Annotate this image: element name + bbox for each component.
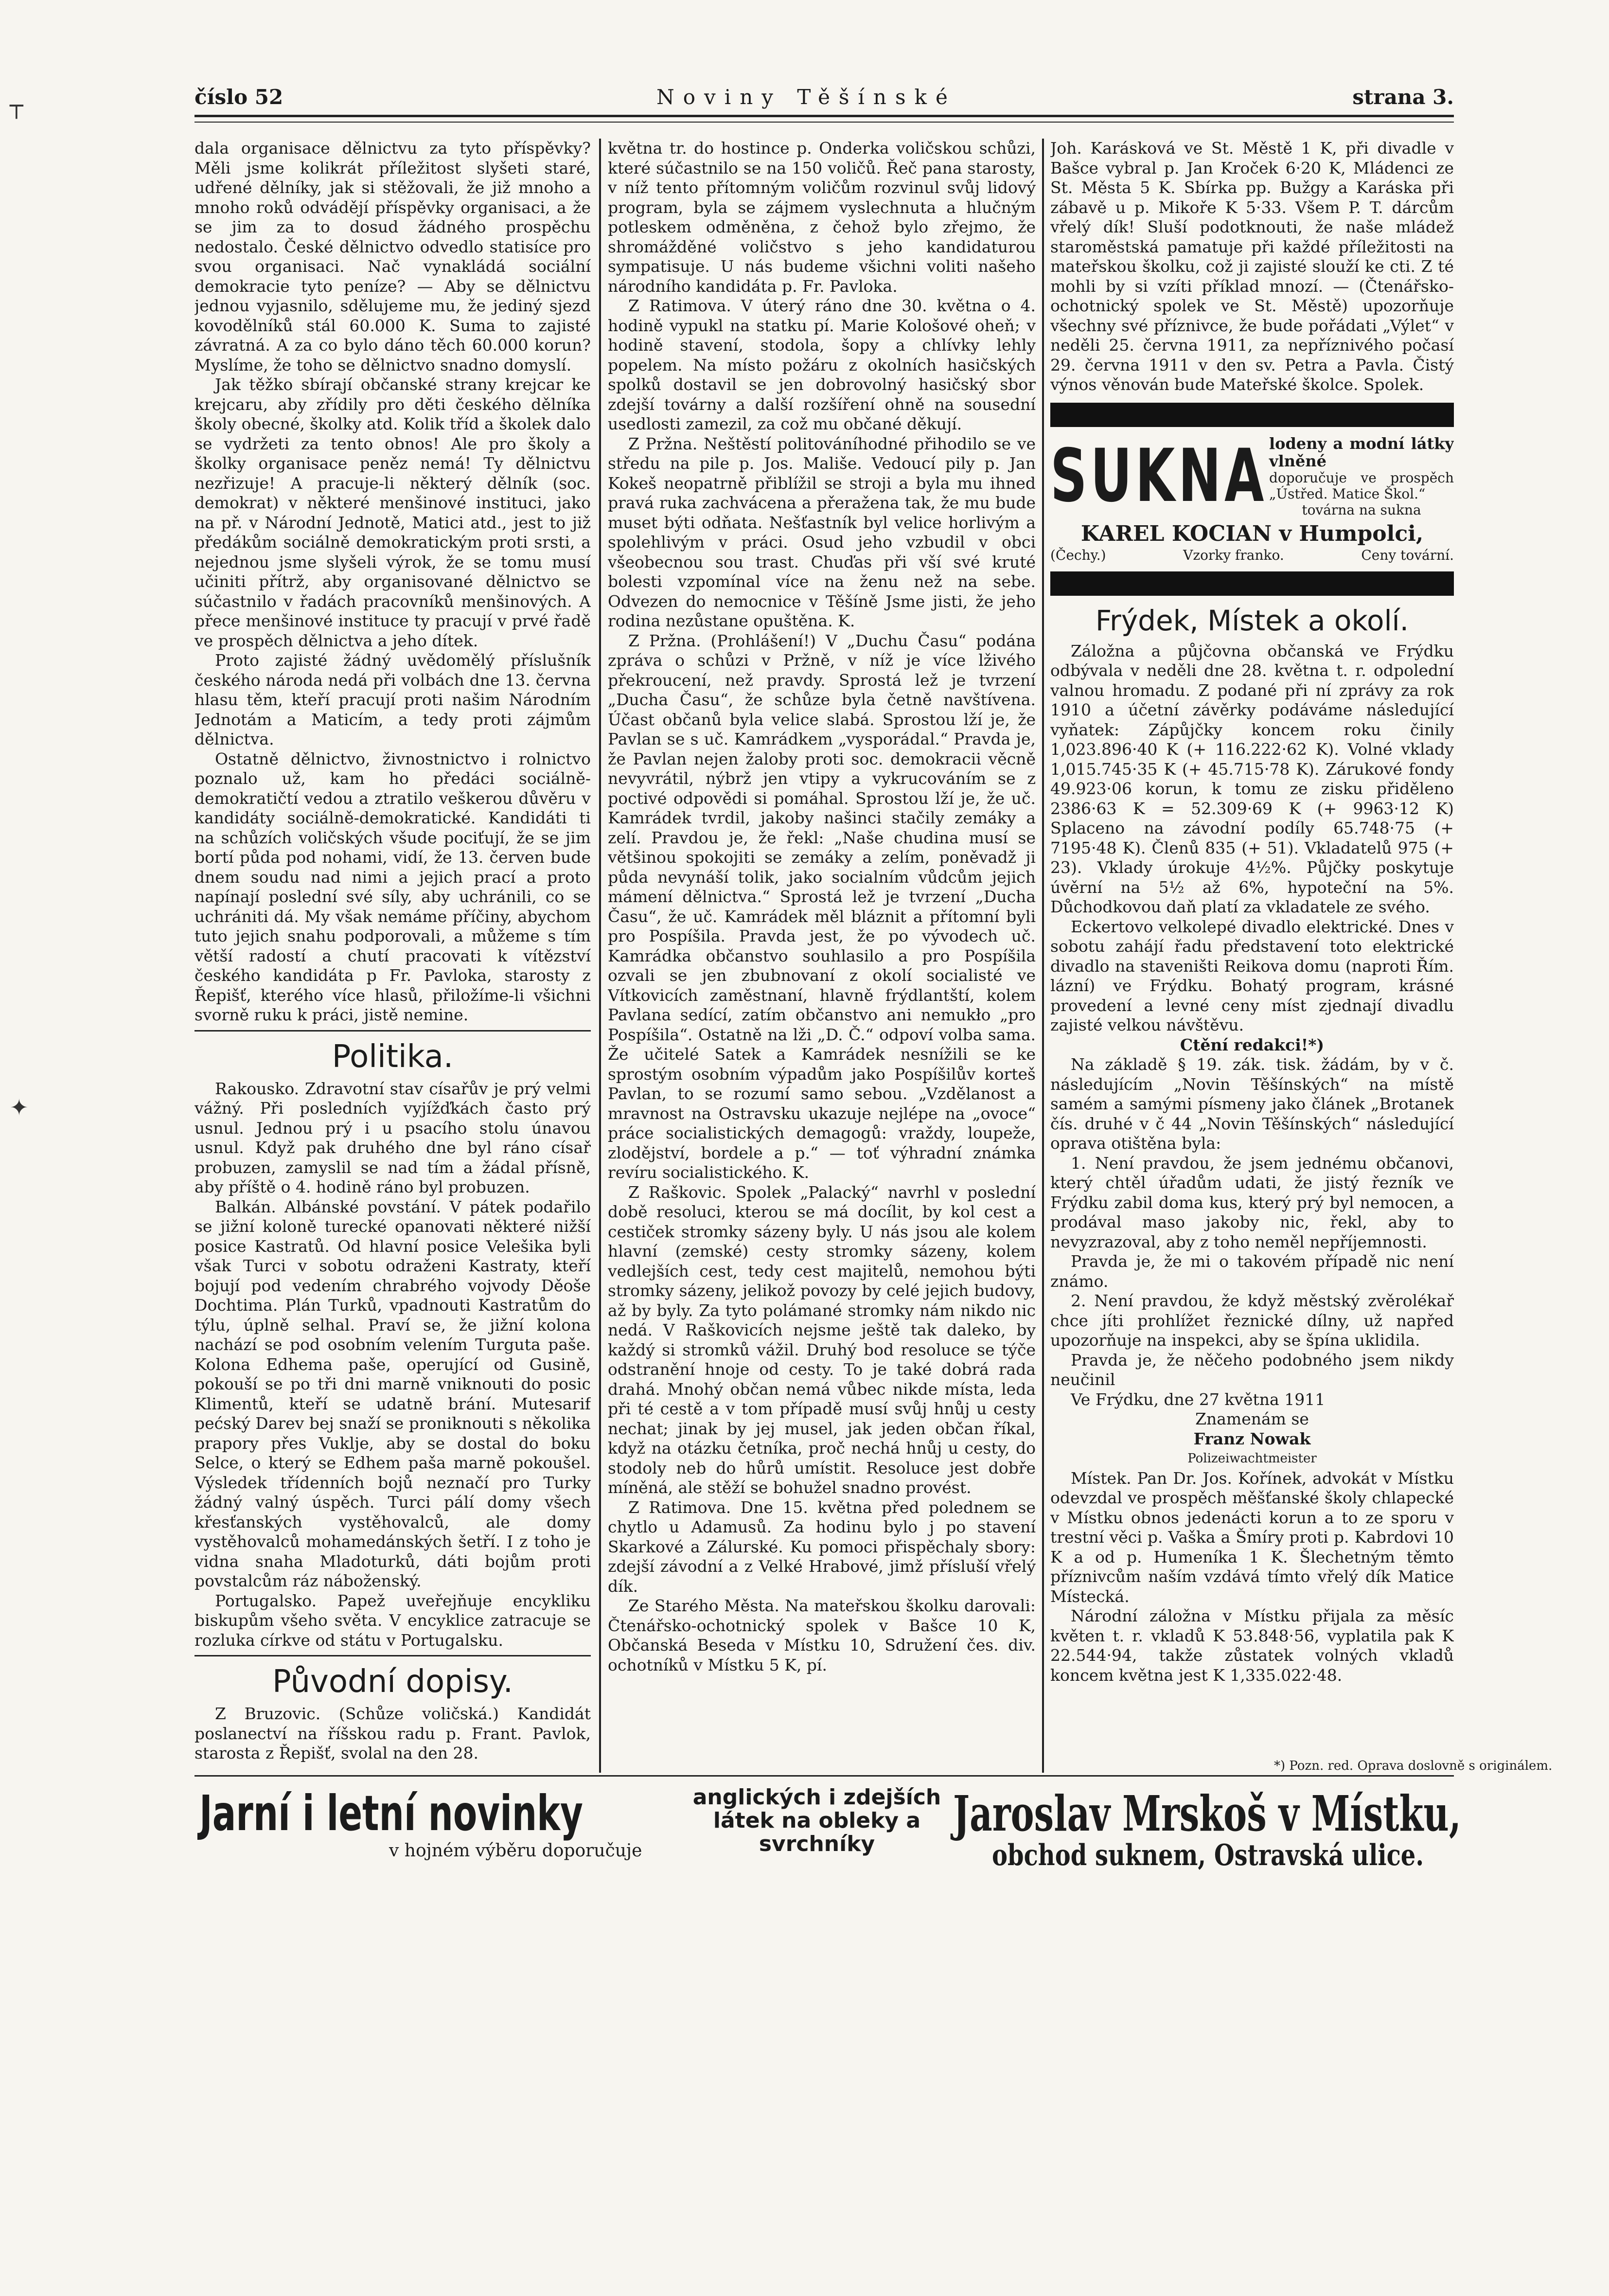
section-divider xyxy=(194,1655,591,1656)
letter-paragraph: Pravda je, že mi o takovém případě nic není známo. xyxy=(1050,1252,1454,1291)
bottom-ad-merchant: Jaroslav Mrskoš v Místku, xyxy=(953,1785,1461,1842)
sukna-ad-main xyxy=(1050,435,1454,518)
news-item: Záložna a půjčovna občanská ve Frýdku odbývala v neděli dne 28. května t. r. odpolední valnou hromadu. Z podané při ní zprávy za rok 1910 a účetní závěrky podáváme následující vyňatek: Zápůjčky koncem roku činily 1,023.896·40 K (+ 116.222·62 K). Volné vklady 1,015.745·35 K (+ 45.715·78 K). Zárukové fondy 49.923·06 korun, k tomu ze zisku přiděleno 2386·63 K = 52.309·69 K (+ 9963·12 K) Splaceno na závodní podíly 65.748·75 (+ 7195·48 K). Členů 835 (+ 51). Vkladatelů 975 (+ 23). Vklady úrokuje 4½%. Půjčky poskytuje úvěrní na 5½ až 6%, hypoteční na 5%. Důchodkovou daň platí za vkladatele ze svého. xyxy=(1050,641,1454,916)
news-item: Ze Starého Města. Na mateřskou školku darovali: Čtenářsko-ochotnický spolek v Bašce 10 K, Občanská Beseda v Místku 10, Sdružení čes. div. ochotníků v Místku 5 K, pí. xyxy=(608,1596,1036,1674)
article-paragraph: Jak těžko sbírají občanské strany krejcar ke krejcaru, aby zřídily pro děti českého dělníka školy obecné, školky atd. Kolik tříd a školek dalo se vydržeti za tento obnos! Ale pro školy a školky organisace peněz nemá! Ty dělnictvu nezřizuje! A pracuje-li některý dělník (soc. demokrat) v některé menšinové instituci, jako na př. v Národní Jednotě, Matici atd., jest to již předákům sociálně demokratickým proti srsti, a nejednou jsme slyšeli výrok, že se tomu musí učiniti přítrž, aby organisované dělnictvo se súčastnilo v řadách pracovníků menšinových. A přece menšinové instituce ty pracují v prvé řadě ve prospěch dělnictva a jeho dítek. xyxy=(194,375,591,650)
news-item: Rakousko. Zdravotní stav císařův je prý velmi vážný. Při posledních vyjížďkách často prý usnul. Jednou prý i u psacího stolu únavou usnul. Když pak druhého dne byl ráno císař probuzen, zamyslil se nad tím a žádal přísně, aby příště o 4. hodině ráno byl probuzen. xyxy=(194,1079,591,1196)
column-1 xyxy=(194,139,591,1773)
news-item: Balkán. Albánské povstání. V pátek podařilo se jižní koloně turecké opanovati některé nižší posice Kastratů. Od hlavní posice Velešika byli však Turci v sobotu odraženi Kastraty, kteří bojují pod vedením chrabrého vojvody Děoše Dochtima. Plán Turků, vpadnouti Kastratům do týlu, úplně selhal. Praví se, že jižní kolona nachází se pod osobním velením Turguta paše. Kolona Edhema paše, operující od Gusině, pokouší se po tři dni marně vniknouti do posic Klimentů, kteří se udatně brání. Mutesarif pećský Darev bej snaží se proniknouti s několika prapory přes Vuklje, aby se dostal do boku Selce, o který se Edhem paša marně pokoušel. Výsledek třídenních bojů neznačí pro Turky žádný valný úspěch. Turci pálí domy všech křesťanských vystěhovalců, ale domy vystěhovalců mohamedánských šetří. I z toho je vidna snaha Mladoturků, dáti bojům proti povstalcům ráz náboženský. xyxy=(194,1197,591,1590)
page-number: strana 3. xyxy=(1352,85,1454,109)
section-heading-frydek: Frýdek, Místek a okolí. xyxy=(1095,604,1409,637)
article-paragraph: Ostatně dělnictvo, živnostnictvo i rolnictvo poznalo už, kam ho předáci sociálně-demokratičtí vedou a ztratilo veškerou důvěru v kandidáty sociálně-demokratické. Kandidáti ti na schůzích voličských všude pociťují, že se jim bortí půda pod nohami, vidí, že 13. červen bude dnem soudu nad nimi a jejich prací a proto napínají poslední své síly, aby uchránili, co se uchrániti dá. My však nemáme příčiny, abychom tuto jejich snahu podporovali, a můžeme s tím větší radostí a chutí pracovati k vítězství českého kandidáta p Fr. Pavloka, starosty z Řepišť, kterého více hlasů, přiložíme-li všichni svorně ruku k práci, jistě nemine. xyxy=(194,749,591,1024)
margin-mark-middle: ✦ xyxy=(10,1094,29,1121)
news-item: Portugalsko. Papež uveřejňuje encykliku biskupům všeho světa. V encyklice zatracuje se rozluka církve od státu v Portugalsku. xyxy=(194,1591,591,1650)
header-rule-thick xyxy=(194,115,1454,117)
bottom-ad-middle: anglických i zdejších látek na obleky a svrchníky xyxy=(692,1785,941,1856)
letter-date: Ve Frýdku, dne 27 května 1911 xyxy=(1071,1389,1326,1409)
bottom-ad-address: obchod suknem, Ostravská ulice. xyxy=(992,1838,1424,1872)
sukna-footer-3: Ceny tovární. xyxy=(1361,547,1454,563)
news-item: Z Pržna. (Prohlášení!) V „Duchu Času“ podána zpráva o schůzi v Pržně, v níž je více lživého překroucení, než pravdy. Sprostá lež je tvrzení „Ducha Času“, že schůze byla četně navštívena. Účast občanů byla velice slabá. Sprostou lží je, že Pavlan se s uč. Kamrádkem „vysporádal.“ Pravda je, že Pavlan nejen žaloby proti soc. demokracii věcně nevyvrátil, nýbrž jen vtipy a vykrucováním se z poctivé odpovědi si pomáhal. Sprostou lží je, že uč. Kamrádek tvrdil, jakoby našinci stačily zemáky a zelí. Pravdou je, že řekl: „Naše chudina musí se většinou spokojiti se zemáky a zelím, poněvadž ji půda nevynáší tolik, jako socialním vůdcům jejich mámení dělnictva.“ Sprostá lež je tvrzení „Ducha Času“, že uč. Kamrádek měl bláznit a přítomní byli pro Pospíšila. Pravda jest, že po vývodech uč. Kamrádka občanstvo souhlasilo a pro Pospíšila ozvali se jen zbubnovaní z okolí socialisté ve Vítkovicích zaměstnaní, hlavně frýdlantští, kolem Pavlana sedící, zatím občanstvo ani nemukło „pro Pospíšila“. Ostatně na lži „D. Č.“ odpoví volba sama. Že učitelé Satek a Kamrádek nesnížili se ke sprostým osobním výpadům jako Pospíšilův korteš Pavlan, to se rozumí samo sebou. „Vzdělanost a mravnost na Ostravsku ukazuje nejlépe na „ovoce“ práce socialistických demagogů: vraždy, loupeže, zlodějství, bordele a p.“ — toť výhradní známka revíru socialistického. K. xyxy=(608,631,1036,1182)
bottom-ad-subline: v hojném výběru doporučuje xyxy=(389,1841,642,1861)
sukna-side-text xyxy=(1269,435,1454,518)
bottom-ad-rule xyxy=(194,1775,1454,1777)
column-3 xyxy=(1050,139,1454,1773)
news-item: Joh. Karásková ve St. Městě 1 K, při divadle v Bašce vybral p. Jan Kroček 6·20 K, Mládenci ze St. Města 5 K. Sbírka pp. Bužgy a Karáska při zábavě u p. Mikoře K 5·33. Všem P. T. dárcům vřelý dík! Sluší podotknouti, že naše mládež staroměstská pamatuje při každé příležitosti na mateřskou školku, což ji zajisté slouží ke cti. Z té mohli by si vzíti příklad mnozí. — (Čtenářsko-ochotnický spolek ve St. Městě) upozorňuje všechny své příznivce, že bude pořádati „Výlet“ v neděli 25. června 1911, za nepříznivého počasí 29. června 1911 v den sv. Petra a Pavla. Čistý výnos věnován bude Mateřské školce. Spolek. xyxy=(1050,139,1454,394)
article-paragraph: dala organisace dělnictvu za tyto příspěvky? Měli jsme kolikrát příležitost slyšeti staré, udřené dělníky, jak si stěžovali, že již mnoho a mnoho roků odvádějí příspěvky organisaci, a že se jim za to dosud žádného prospěchu nedostalo. České dělnictvo odvedlo statisíce pro svou organisaci. Nač vynakládá sociální demokracie tyto peníze? — Aby se dělnictvu jednou vyjasnilo, sdělujeme mu, že jediný sjezd kovodělníků stál 60.000 K. Suma to zajisté závratná. A za co bylo dáno těch 60.000 korun? Myslíme, že toho se dělnictvo snadno domyslí. xyxy=(194,139,591,374)
letter-salutation: Ctění redakci!*) xyxy=(1180,1035,1325,1054)
news-item: Z Raškovic. Spolek „Palacký“ navrhl v poslední době resoluci, kterou se má docílit, by kol cest a cestiček stromky sázeny byly. U nás jsou ale kolem hlavní (zemské) cesty stromky sázeny, kolem vedlejších cest, tedy cest majitelů, nemohou býti stromky sázeny, jelikož povozy by celé jejich budovy, až by byly. Za tyto polámané stromky nám nikdo nic nedá. V Raškovicích nejsme ještě tak daleko, by každý si stromků vážil. Druhý bod resoluce se týče odstranění hnoje od cesty. To je také dobrá rada drahá. Mnohý občan nemá vůbec nikde místa, leda při té cestě a v tom případě musí svůj hnůj u cesty nechat; jinak by jej musel, jak jeden občan říkal, když na otázku četníka, proč nechá hnůj u cesty, do stodoly neb do hůrů umístit. Resoluce jest dobře míněná, ale stěží se bohužel snadno provést. xyxy=(608,1182,1036,1497)
news-item: Eckertovo velkolepé divadlo elektrické. Dnes v sobotu zahájí řadu představení toto elektrické divadlo na staveništi Reikova domu (naproti Řím. lázní) ve Frýdku. Bohatý program, krásné provedení a levné ceny míst zjednají divadlu zajisté velkou návštěvu. xyxy=(1050,917,1454,1034)
newspaper-title: Noviny Těšínské xyxy=(656,85,956,109)
sukna-footer xyxy=(1050,547,1454,564)
news-item: Z Bruzovic. (Schůze voličská.) Kandidát poslanectví na říšskou radu p. Frant. Pavlok, starosta z Řepišť, svolal na den 28. xyxy=(194,1704,591,1762)
sukna-footer-2: Vzorky franko. xyxy=(1183,547,1284,563)
news-item: Místek. Pan Dr. Jos. Kořínek, advokát v Místku odevzdal ve prospěch měšťanské školy chlapecké v Místku obnos jedenácti korun a to ze sporu v trestní věci p. Vaška a Šmíry proti p. Kabrdovi 10 K a od p. Humeníka 1 K. Šlechetným těmto příznivcům naším vzdává tímto vřelý dík Matice Místecká. xyxy=(1050,1468,1454,1606)
letter-closing: Znamenám se xyxy=(1195,1409,1309,1428)
margin-mark-top: ┬ xyxy=(10,92,23,119)
header-rule-thin xyxy=(194,122,1454,123)
bottom-ad-headline: Jarní i letní novinky xyxy=(199,1785,583,1842)
letter-signature: Franz Nowak xyxy=(1193,1429,1311,1448)
sukna-title: SUKNA xyxy=(1050,434,1268,518)
sukna-side-1: lodeny a modní látky vlněné xyxy=(1269,434,1454,470)
sukna-side-3: továrna na sukna xyxy=(1302,501,1421,518)
section-divider xyxy=(194,1030,591,1032)
ad-bar-bottom xyxy=(1050,571,1454,596)
sukna-company-name: KAREL KOCIAN v Humpolci, xyxy=(1080,521,1424,546)
column-2 xyxy=(608,139,1036,1773)
sukna-advertisement xyxy=(1050,403,1454,596)
bottom-advertisement xyxy=(194,1780,1461,1877)
column-divider-1 xyxy=(599,139,601,1773)
news-item: Národní záložna v Místku přijala za měsíc květen t. r. vkladů K 53.848·56, vyplatila pak K 22.544·94, takže zůstatek volných vkladů koncem května jest K 1,335.022·48. xyxy=(1050,1606,1454,1685)
news-item: Z Ratimova. Dne 15. května před polednem se chytlo u Adamusů. Za hodinu bylo j po stavení Skarkové a Zálurské. Ku pomoci přispěchaly sbory: zdejší závodní a z Velké Hrabové, jimž přísluší vřelý dík. xyxy=(608,1497,1036,1596)
ad-bar-top xyxy=(1050,403,1454,427)
issue-number: číslo 52 xyxy=(194,85,283,109)
sukna-side-2: doporučuje ve prospěch „Ústřed. Matice Škol.“ xyxy=(1269,469,1454,502)
news-item: května tr. do hostince p. Onderka voličskou schůzi, které súčastnilo se na 150 voličů. Řeč pana starosty, v níž tento přítomným voličům rozvinul svůj lidový program, byla se zájmem vyslechnuta a hlučným potleskem odměněna, z čehož bylo zřejmo, že shromážděné voličstvo s jeho kandidaturou sympatisuje. U nás budeme všichni voliti našeho národního kandidáta p. Fr. Pavloka. xyxy=(608,139,1036,296)
news-item: Z Ratimova. V úterý ráno dne 30. května o 4. hodině vypukl na statku pí. Marie Kološové oheň; v hodině stavení, stodola, šopy a chlívky lehly popelem. Na místo požáru z okolních hasičských spolků dostavil se jen dobrovolný hasičský sbor zdejší továrny a další rozšíření ohně na sousední usedlosti zamezil, za což mu občané děkují. xyxy=(608,296,1036,433)
column-divider-2 xyxy=(1042,139,1044,1773)
news-item: Z Pržna. Neštěstí politováníhodné přihodilo se ve středu na pile p. Jos. Mališe. Vedoucí pily p. Jan Kokeš neopatrně přiblížil se stroji a byla mu ihned pravá ruka zachvácena a přeražena tak, že mu bude muset býti odňata. Nešťastník byl velice horlivým a spolehlivým v práci. Osud jeho vzbudil v obci všeobecnou sou trast. Chuďas při vší své kruté bolesti vzpomínal více na ženu než na sebe. Odvezen do nemocnice v Těšíně Jsme jisti, že jeho rodina nezůstane opuštěna. K. xyxy=(608,434,1036,630)
letter-paragraph: 2. Není pravdou, že když městský zvěrolékař chce jíti prohlížet řeznické dílny, už napřed upozorňuje na inspekci, aby se špína uklidila. xyxy=(1050,1291,1454,1350)
letter-paragraph: Pravda je, že něčeho podobného jsem nikdy neučinil xyxy=(1050,1350,1454,1389)
section-heading-puvodni-dopisy: Původní dopisy. xyxy=(272,1664,513,1700)
letter-paragraph: 1. Není pravdou, že jsem jednému občanovi, který chtěl úřadům udati, že jistý řezník ve Frýdku zabil doma kus, který prý byl nemocen, a prodával maso jakoby nic, řekl, aby to nevyzrazoval, aby z toho neměl nepříjemnosti. xyxy=(1050,1153,1454,1251)
footnote: *) Pozn. red. Oprava doslovně s originálem. xyxy=(1274,1759,1553,1773)
letter-signature-title: Polizeiwachtmeister xyxy=(1187,1451,1317,1466)
section-heading-politika: Politika. xyxy=(332,1038,454,1075)
article-paragraph: Proto zajisté žádný uvědomělý příslušník českého národa nedá při volbách dne 13. června hlasu těm, kteří pracují proti našim Národním Jednotám a Maticím, a tedy proti zájmům dělnictva. xyxy=(194,651,591,748)
page-header xyxy=(194,85,1454,119)
sukna-footer-1: (Čechy.) xyxy=(1050,547,1106,563)
letter-paragraph: Na základě § 19. zák. tisk. žádám, by v č. následujícím „Novin Těšínských“ na místě samém a samými písmeny jako článek „Brotanek čís. druhé v č 44 „Novin Těšínských“ následující oprava otištěna byla: xyxy=(1050,1055,1454,1153)
